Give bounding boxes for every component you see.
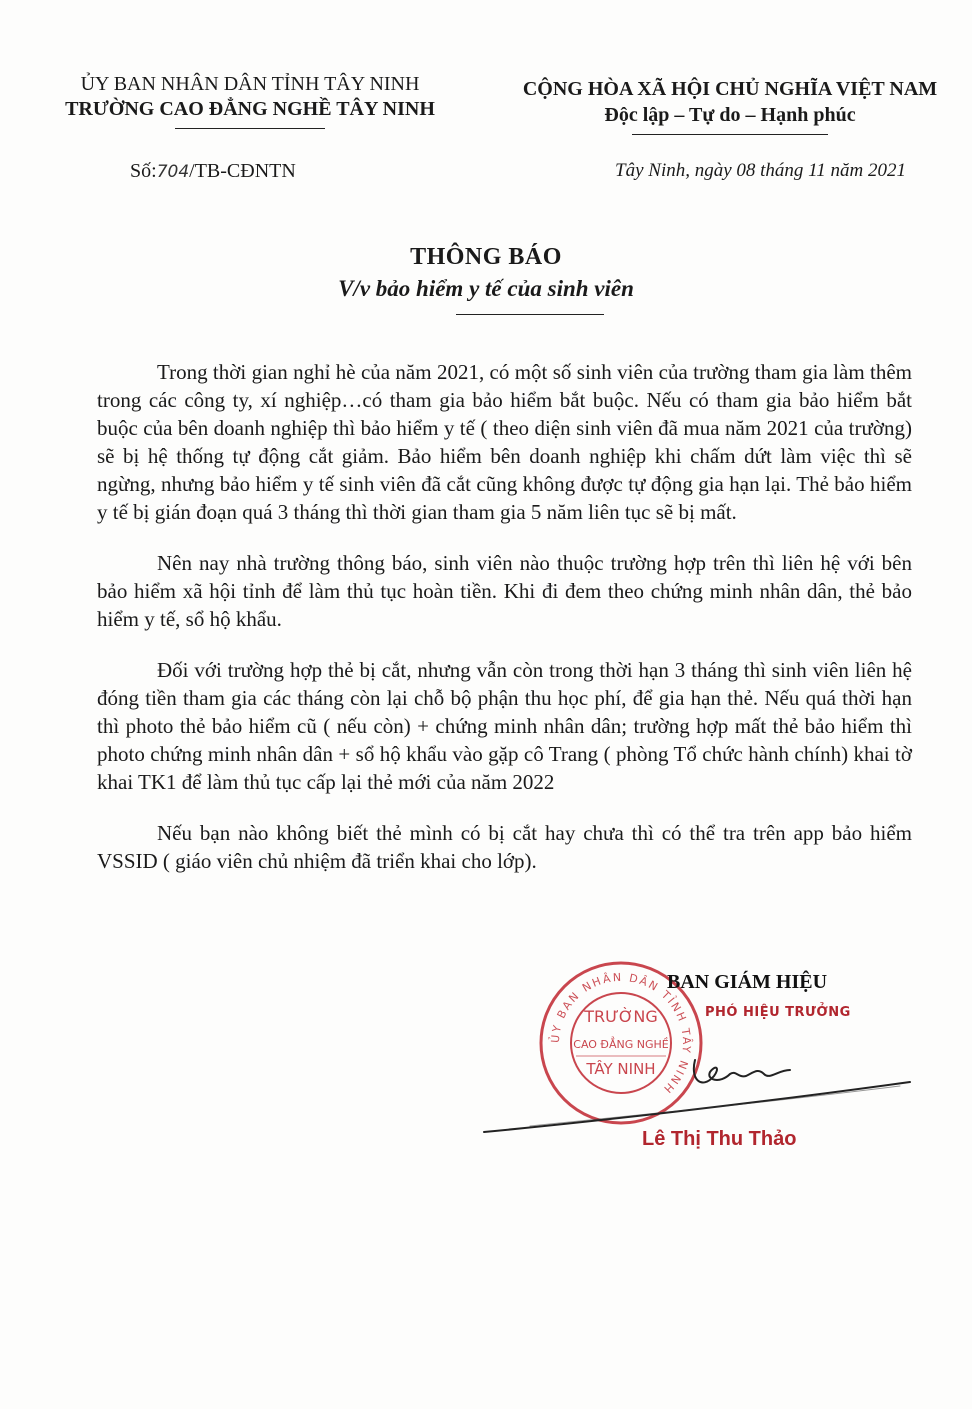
stamp-inner-line-3: TÂY NINH — [586, 1060, 656, 1078]
document-body — [97, 358, 912, 898]
issuer-block — [40, 72, 460, 129]
document-number-handwritten: 704 — [156, 162, 190, 182]
national-motto-block — [500, 76, 960, 135]
document-number-suffix: /TB-CĐNTN — [189, 160, 296, 182]
subject-underline — [456, 314, 604, 315]
stamp-inner-line-1: TRƯỜNG — [584, 1007, 658, 1026]
document-date: Tây Ninh, ngày 08 tháng 11 năm 2021 — [615, 160, 906, 181]
document-number — [130, 160, 296, 183]
body-paragraph-1: Trong thời gian nghỉ hè của năm 2021, có một số sinh viên của trường tham gia làm thêm trong các công ty, xí nghiệp…có tham gia bảo hiểm bắt buộc. Nếu có tham gia bảo hiểm bắt buộc của bên doanh nghiệp thì bảo hiểm y tế ( theo diện sinh viên đã mua năm 2021 của trường) sẽ bị hệ thống tự động cắt giảm. Bảo hiểm bên doanh nghiệp khi chấm dứt làm việc thì sẽ ngừng, nhưng bảo hiểm y tế sinh viên đã cắt cũng không được tự động gia hạn lại. Thẻ bảo hiểm y tế bị gián đoạn quá 3 tháng thì thời gian tham gia 5 năm liên tục sẽ bị mất. — [97, 360, 912, 524]
stamp-outer-text: ỦY BAN NHÂN DÂN TỈNH TÂY NINH — [548, 970, 694, 1097]
body-paragraph-3: Đối với trường hợp thẻ bị cắt, nhưng vẫn còn trong thời hạn 3 tháng thì sinh viên liên hệ đóng tiền tham gia các tháng còn lại chỗ bộ phận thu học phí, để gia hạn thẻ. Nếu quá thời hạn thì photo thẻ bảo hiểm cũ ( nếu còn) + chứng minh nhân dân; trường hợp mất thẻ bảo hiểm thì photo chứng minh nhân dân + sổ hộ khẩu vào gặp cô Trang ( phòng Tổ chức hành chính) khai tờ khai TK1 để làm thủ tục cấp lại thẻ mới của năm 2022 — [97, 658, 912, 794]
signature-title: BAN GIÁM HIỆU — [667, 971, 828, 993]
motto: Độc lập – Tự do – Hạnh phúc — [604, 104, 856, 126]
document-title: THÔNG BÁO — [410, 244, 562, 270]
body-paragraph-2: Nên nay nhà trường thông báo, sinh viên nào thuộc trường hợp trên thì liên hệ với bên bảo hiểm xã hội tỉnh để làm thủ tục hoàn tiền. Khi đi đem theo chứng minh nhân dân, thẻ bảo hiểm y tế, sổ hộ khẩu. — [97, 551, 912, 631]
signature-subtitle: PHÓ HIỆU TRƯỞNG — [705, 1005, 851, 1020]
issuer-org: TRƯỜNG CAO ĐẲNG NGHỀ TÂY NINH — [65, 98, 435, 120]
issuer-underline — [175, 128, 325, 129]
signatory-name: Lê Thị Thu Thảo — [642, 1128, 797, 1150]
motto-underline — [632, 134, 828, 135]
issuer-parent-org: ỦY BAN NHÂN DÂN TỈNH TÂY NINH — [80, 73, 420, 95]
country-name: CỘNG HÒA XÃ HỘI CHỦ NGHĨA VIỆT NAM — [522, 78, 938, 100]
document-subject: V/v bảo hiểm y tế của sinh viên — [338, 276, 634, 301]
handwritten-signature — [470, 1040, 950, 1140]
body-paragraph-4: Nếu bạn nào không biết thẻ mình có bị cắt hay chưa thì có thể tra trên app bảo hiểm VSSID ( giáo viên chủ nhiệm đã triển khai cho lớp). — [97, 821, 912, 873]
document-number-prefix: Số: — [130, 160, 157, 182]
stamp-inner-line-2: CAO ĐẲNG NGHỀ — [573, 1038, 669, 1051]
